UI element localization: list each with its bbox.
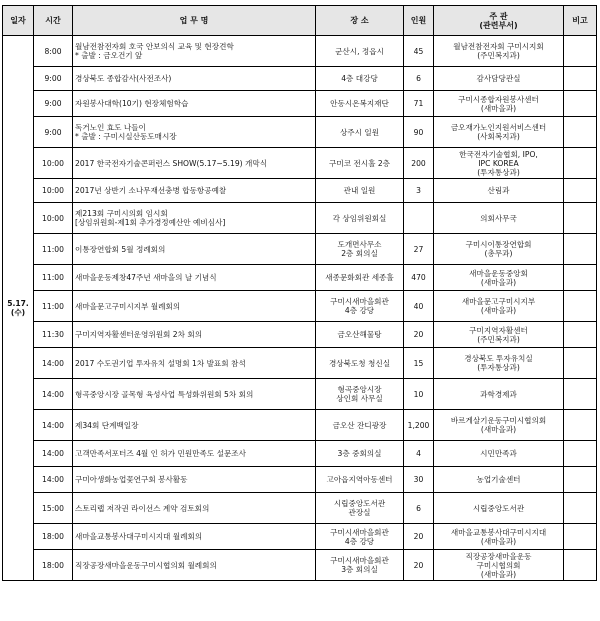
table-row [3, 117, 597, 148]
task-cell: 새마을운동제창47주년 새마을의 날 기념식 [73, 265, 316, 291]
place-cell: 구미시새마을회관 3층 회의실 [316, 550, 404, 581]
note-cell [564, 379, 597, 410]
header-row [3, 6, 597, 36]
count-cell: 27 [404, 234, 434, 265]
table-row [3, 234, 597, 265]
time-cell: 9:00 [34, 91, 73, 117]
header-count: 인원 [404, 6, 434, 36]
task-cell: 2017 한국전자기술콘퍼런스 SHOW(5.17~5.19) 개막식 [73, 148, 316, 179]
count-cell: 200 [404, 148, 434, 179]
note-cell [564, 91, 597, 117]
table-row [3, 203, 597, 234]
place-cell: 구미시새마을회관 4층 강당 [316, 291, 404, 322]
count-cell: 3 [404, 179, 434, 203]
table-row [3, 493, 597, 524]
time-cell: 15:00 [34, 493, 73, 524]
task-cell: 자원봉사대학(10기) 현장체험학습 [73, 91, 316, 117]
note-cell [564, 179, 597, 203]
place-cell: 시립중앙도서관 관장실 [316, 493, 404, 524]
count-cell: 71 [404, 91, 434, 117]
note-cell [564, 148, 597, 179]
count-cell: 1,200 [404, 410, 434, 441]
table-row [3, 67, 597, 91]
place-cell: 4층 대강당 [316, 67, 404, 91]
count-cell: 10 [404, 379, 434, 410]
table-row [3, 265, 597, 291]
note-cell [564, 550, 597, 581]
table-row [3, 524, 597, 550]
task-cell: 2017 수도권기업 투자유치 설명회 1차 발표회 참석 [73, 348, 316, 379]
note-cell [564, 441, 597, 467]
schedule-body [3, 36, 597, 581]
place-cell: 경상북도청 청신실 [316, 348, 404, 379]
table-row [3, 179, 597, 203]
note-cell [564, 348, 597, 379]
time-cell: 11:00 [34, 291, 73, 322]
time-cell: 8:00 [34, 36, 73, 67]
time-cell: 14:00 [34, 441, 73, 467]
place-cell: 구미시새마을회관 4층 강당 [316, 524, 404, 550]
place-cell: 형곡중앙시장 상인회 사무실 [316, 379, 404, 410]
org-cell: 경상북도 투자유치실 (투자통상과) [434, 348, 564, 379]
table-row [3, 322, 597, 348]
note-cell [564, 322, 597, 348]
time-cell: 10:00 [34, 179, 73, 203]
count-cell: 45 [404, 36, 434, 67]
note-cell [564, 234, 597, 265]
org-cell: 새마을운동중앙회 (새마을과) [434, 265, 564, 291]
task-cell: 구미지역자활센터운영위원회 2차 회의 [73, 322, 316, 348]
note-cell [564, 524, 597, 550]
table-row [3, 36, 597, 67]
time-cell: 14:00 [34, 348, 73, 379]
task-cell: 경상북도 종합감사(사전조사) [73, 67, 316, 91]
time-cell: 18:00 [34, 524, 73, 550]
org-cell: 금오재가노인지원서비스센터 (사회복지과) [434, 117, 564, 148]
place-cell: 구미코 전시홀 2층 [316, 148, 404, 179]
task-cell: 월남전참전자회 호국 안보의식 교육 및 현장견학 * 출발 : 금오건기 앞 [73, 36, 316, 67]
place-cell: 금오산해물탕 [316, 322, 404, 348]
table-row [3, 91, 597, 117]
task-cell: 직장공장새마을운동구미시협의회 월례회의 [73, 550, 316, 581]
task-cell: 스토리랩 저작권 라이선스 계약 검토회의 [73, 493, 316, 524]
note-cell [564, 410, 597, 441]
task-cell: 고객만족서포터즈 4월 인 허가 민원만족도 설문조사 [73, 441, 316, 467]
count-cell: 6 [404, 67, 434, 91]
date-cell: 5.17. (수) [3, 36, 34, 581]
note-cell [564, 36, 597, 67]
count-cell [404, 203, 434, 234]
time-cell: 18:00 [34, 550, 73, 581]
org-cell: 새마을문고구미시지부 (새마을과) [434, 291, 564, 322]
count-cell: 470 [404, 265, 434, 291]
note-cell [564, 117, 597, 148]
note-cell [564, 265, 597, 291]
header-date: 일자 [3, 6, 34, 36]
header-task: 업 무 명 [73, 6, 316, 36]
org-cell: 시민만족과 [434, 441, 564, 467]
table-row [3, 291, 597, 322]
place-cell: 도개면사무소 2층 회의실 [316, 234, 404, 265]
org-cell: 산림과 [434, 179, 564, 203]
task-cell: 이통장연합회 5월 정례회의 [73, 234, 316, 265]
table-row [3, 148, 597, 179]
note-cell [564, 67, 597, 91]
org-cell: 의회사무국 [434, 203, 564, 234]
header-org-subtitle: (관련부서) [479, 20, 518, 30]
count-cell: 90 [404, 117, 434, 148]
table-row [3, 550, 597, 581]
task-cell: 구미아생화농업꽃연구회 봉사활동 [73, 467, 316, 493]
org-cell: 새마을교통봉사대구미시지대 (새마을과) [434, 524, 564, 550]
header-org [434, 6, 564, 36]
place-cell: 고아읍지역아동센터 [316, 467, 404, 493]
task-cell: 새마을교통봉사대구미시지대 월례회의 [73, 524, 316, 550]
place-cell: 관내 일원 [316, 179, 404, 203]
count-cell: 4 [404, 441, 434, 467]
count-cell: 15 [404, 348, 434, 379]
note-cell [564, 291, 597, 322]
task-cell: 새마을문고구미시지부 월례회의 [73, 291, 316, 322]
time-cell: 14:00 [34, 467, 73, 493]
time-cell: 11:00 [34, 234, 73, 265]
time-cell: 10:00 [34, 148, 73, 179]
count-cell: 20 [404, 322, 434, 348]
place-cell: 3층 중회의실 [316, 441, 404, 467]
task-cell: 독거노인 효도 나들이 * 출발 : 구미시실산동도매시장 [73, 117, 316, 148]
org-cell: 월남전참전자회 구미시지회 (주민복지과) [434, 36, 564, 67]
header-note: 비고 [564, 6, 597, 36]
count-cell: 20 [404, 550, 434, 581]
time-cell: 9:00 [34, 67, 73, 91]
header-org-title: 주 관 [489, 11, 508, 21]
place-cell: 안동시온복지재단 [316, 91, 404, 117]
org-cell: 감사담당관실 [434, 67, 564, 91]
place-cell: 군산시, 정읍시 [316, 36, 404, 67]
place-cell: 각 상임위원회실 [316, 203, 404, 234]
table-row [3, 441, 597, 467]
table-row [3, 379, 597, 410]
org-cell: 농업기술센터 [434, 467, 564, 493]
org-cell: 구미시이통장연합회 (총무과) [434, 234, 564, 265]
org-cell: 시립중앙도서관 [434, 493, 564, 524]
note-cell [564, 467, 597, 493]
time-cell: 11:30 [34, 322, 73, 348]
count-cell: 20 [404, 524, 434, 550]
time-cell: 9:00 [34, 117, 73, 148]
task-cell: 2017년 상반기 소나무재선충병 합동항공예찰 [73, 179, 316, 203]
task-cell: 제34회 단계백일장 [73, 410, 316, 441]
task-cell: 형곡중앙시장 골목형 육성사업 특성화위원회 5차 회의 [73, 379, 316, 410]
task-cell: 제213회 구미시의회 임시회 [상임위원회-제1회 추가경정예산안 예비심사] [73, 203, 316, 234]
time-cell: 14:00 [34, 410, 73, 441]
schedule-table [2, 5, 597, 581]
table-row [3, 410, 597, 441]
org-cell: 직장공장새마을운동 구미시협의회 (새마을과) [434, 550, 564, 581]
time-cell: 14:00 [34, 379, 73, 410]
table-row [3, 348, 597, 379]
count-cell: 40 [404, 291, 434, 322]
org-cell: 한국전자기술협회, IPO, IPC KOREA (투자통상과) [434, 148, 564, 179]
org-cell: 구미시종합자원봉사센터 (새마을과) [434, 91, 564, 117]
note-cell [564, 203, 597, 234]
time-cell: 10:00 [34, 203, 73, 234]
time-cell: 11:00 [34, 265, 73, 291]
place-cell: 금오산 잔디광장 [316, 410, 404, 441]
table-row [3, 467, 597, 493]
header-time: 시간 [34, 6, 73, 36]
place-cell: 상주시 일원 [316, 117, 404, 148]
header-place: 장 소 [316, 6, 404, 36]
org-cell: 과학경제과 [434, 379, 564, 410]
org-cell: 바르게살기운동구미시협의회 (새마을과) [434, 410, 564, 441]
count-cell: 30 [404, 467, 434, 493]
note-cell [564, 493, 597, 524]
count-cell: 6 [404, 493, 434, 524]
place-cell: 새종문화회관 세종홀 [316, 265, 404, 291]
org-cell: 구미지역자활센터 (주민복지과) [434, 322, 564, 348]
